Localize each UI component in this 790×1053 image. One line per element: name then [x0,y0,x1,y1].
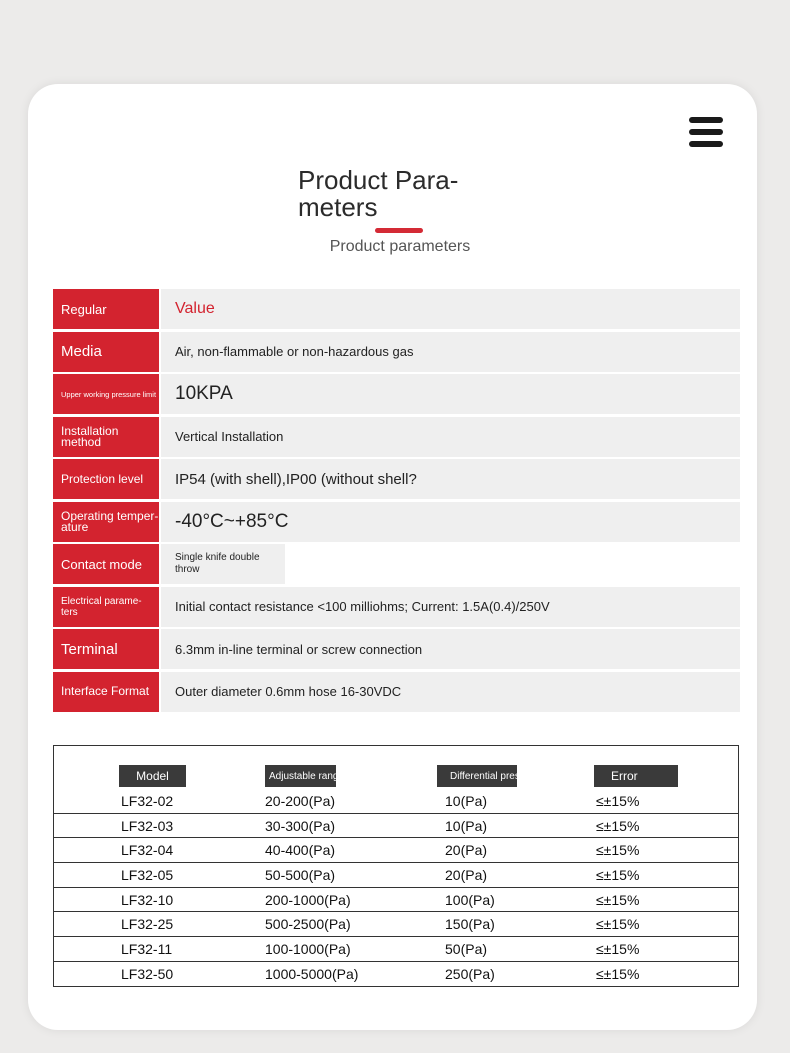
param-value: Outer diameter 0.6mm hose 16-30VDC [161,672,740,712]
param-name: Contact mode [53,544,159,584]
differential-cell: 50(Pa) [445,941,488,958]
model-cell: LF32-03 [121,817,174,834]
table-row [54,863,738,888]
range-cell: 50-500(Pa) [265,867,336,884]
differential-cell: 100(Pa) [445,891,495,908]
error-header: Error [594,765,678,787]
param-value: -40°C~+85°C [161,502,740,542]
parameters-header-row [53,289,740,329]
param-row [53,672,740,712]
range-cell: 20-200(Pa) [265,793,336,809]
error-cell: ≤±15% [596,891,640,908]
differential-cell: 150(Pa) [445,916,495,933]
differential-cell: 10(Pa) [445,817,488,834]
param-value: Initial contact resistance <100 milliohms; Current: 1.5A(0.4)/250V [161,587,740,627]
table-row [54,912,738,937]
adjustable-range-header: Adjustable range [265,765,336,787]
model-cell: LF32-02 [121,793,174,809]
table-row [54,888,738,913]
range-cell: 500-2500(Pa) [265,916,351,933]
table-row [54,962,738,986]
param-row [53,459,740,499]
param-value: Air, non-flammable or non-hazardous gas [161,332,740,372]
error-cell: ≤±15% [596,817,640,834]
parameters-table [53,289,740,714]
title-underline [375,228,423,233]
model-cell: LF32-04 [121,842,174,859]
differential-pressure-header: Differential pressure [437,765,517,787]
param-row [53,332,740,372]
param-name: Regular [53,289,159,329]
param-name: Electrical parame- ters [53,587,159,627]
error-cell: ≤±15% [596,916,640,933]
error-cell: ≤±15% [596,842,640,859]
model-header: Model [119,765,186,787]
param-value: Vertical Installation [161,417,740,457]
model-cell: LF32-10 [121,891,174,908]
page-title: Product Para- meters [298,165,459,222]
param-row [53,587,740,627]
param-value: 10KPA [161,374,740,414]
param-name: Operating temper- ature [53,502,159,542]
param-name: Media [53,332,159,372]
differential-cell: 10(Pa) [445,793,488,809]
param-name: Interface Format [53,672,159,712]
param-name: Installation method [53,417,159,457]
param-row [53,629,740,669]
range-cell: 100-1000(Pa) [265,941,351,958]
param-row [53,374,740,414]
param-name: Protection level [53,459,159,499]
param-value: 6.3mm in-line terminal or screw connection [161,629,740,669]
param-row [53,502,740,542]
param-row [53,417,740,457]
table-row [54,838,738,863]
differential-cell: 250(Pa) [445,965,495,982]
param-value: Value [161,289,740,329]
param-value: Single knife double throw [161,544,285,584]
param-value: IP54 (with shell),IP00 (without shell? [161,459,740,499]
table-row [54,814,738,839]
table-row [54,937,738,962]
differential-cell: 20(Pa) [445,842,488,859]
models-table [53,745,739,987]
param-row [53,544,740,584]
error-cell: ≤±15% [596,941,640,958]
error-cell: ≤±15% [596,867,640,884]
model-cell: LF32-25 [121,916,174,933]
range-cell: 200-1000(Pa) [265,891,351,908]
range-cell: 1000-5000(Pa) [265,965,359,982]
error-cell: ≤±15% [596,965,640,982]
param-name: Upper working pressure limit [53,374,159,414]
menu-icon[interactable] [689,117,723,147]
table-row [54,789,738,814]
page-subtitle: Product parameters [329,238,471,255]
differential-cell: 20(Pa) [445,867,488,884]
range-cell: 40-400(Pa) [265,842,336,859]
models-rows [54,789,738,986]
model-cell: LF32-11 [121,941,173,958]
model-cell: LF32-50 [121,965,174,982]
error-cell: ≤±15% [596,793,640,809]
model-cell: LF32-05 [121,867,174,884]
range-cell: 30-300(Pa) [265,817,336,834]
param-name: Terminal [53,629,159,669]
